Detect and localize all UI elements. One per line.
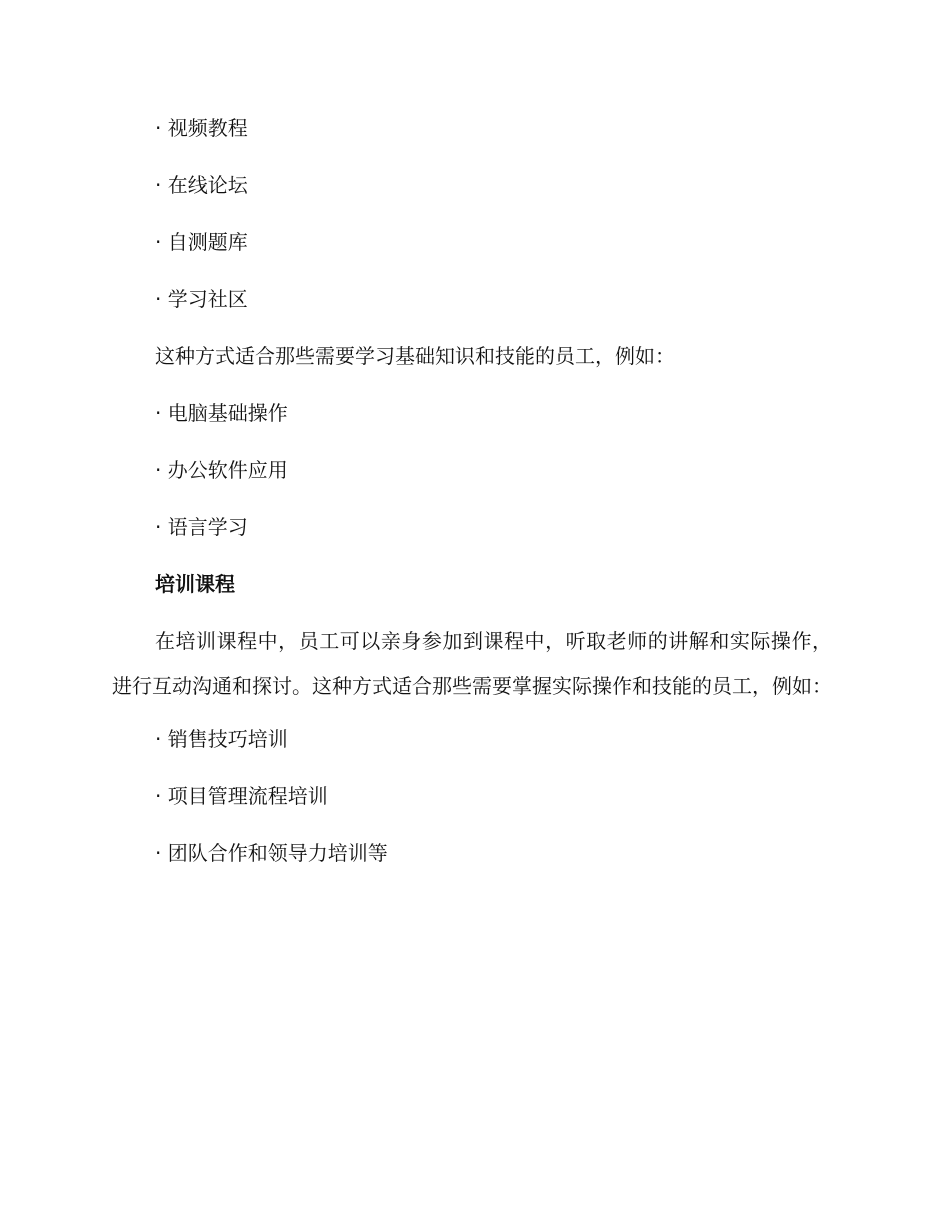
list-item: · 办公软件应用: [155, 458, 288, 482]
section-heading: 培训课程: [155, 572, 235, 596]
paragraph: 这种方式适合那些需要学习基础知识和技能的员工，例如：: [155, 344, 675, 368]
list-item: · 项目管理流程培训: [155, 784, 328, 808]
list-item: · 在线论坛: [155, 173, 248, 197]
list-item: · 自测题库: [155, 230, 248, 254]
list-item: · 团队合作和领导力培训等: [155, 841, 388, 865]
list-item: · 语言学习: [155, 515, 248, 539]
paragraph: 在培训课程中，员工可以亲身参加到课程中，听取老师的讲解和实际操作，进行互动沟通和探讨。这种方式适合那些需要掌握实际操作和技能的员工，例如：: [112, 629, 832, 698]
list-item: · 电脑基础操作: [155, 401, 288, 425]
list-item: · 视频教程: [155, 116, 248, 140]
list-item: · 学习社区: [155, 287, 248, 311]
document-content: [112, 110, 832, 892]
list-item: · 销售技巧培训: [155, 727, 288, 751]
